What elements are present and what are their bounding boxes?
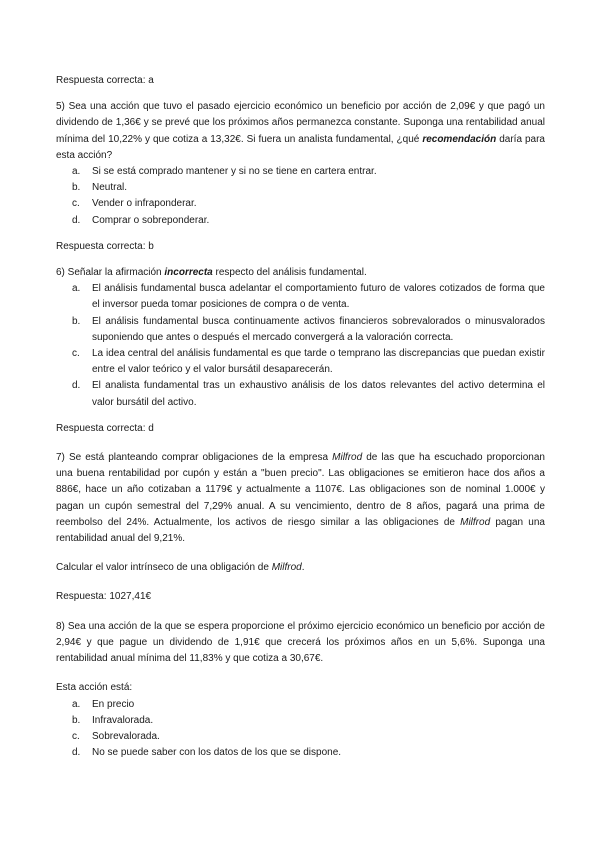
answer-q5: Respuesta correcta: b xyxy=(56,240,154,252)
option-q8-c: c. Sobrevalorada. xyxy=(72,730,160,742)
option-q8-a: a. En precio xyxy=(72,698,135,710)
options-q5 xyxy=(56,164,545,229)
options-q6 xyxy=(56,281,545,411)
question-7: 7) Se está planteando comprar obligaciones de la empresa Milfrod de las que ha escuchado proporcionan una buena rentabilidad por cupón y están a "buen precio". Las obligaciones se emitieron hace dos años a 886€, hace un año cotizaban a 1179€ y actualmente a 1107€. Las obligaciones son de nominal 1.000€ y pagan un cupón semestral del 7,29% anual. A su vencimiento, dentro de 8 años, pagará una prima de reembolso del 24%. Actualmente, los activos de riesgo similar a las obligaciones de Milfrod pagan una rentabilidad anual del 9,21%. xyxy=(56,452,545,545)
option-q5-a: a. Si se está comprado mantener y si no se tiene en cartera entrar. xyxy=(72,166,377,178)
calc-prompt-q7: Calcular el valor intrínseco de una obligación de Milfrod. xyxy=(56,562,305,574)
option-q6-c: c. La idea central del análisis fundamental es que tarde o temprano las discrepancias que puedan existir entre el valor teórico y el valor bursátil desaparecerán. xyxy=(72,348,545,376)
option-q6-d: d. El analista fundamental tras un exhaustivo análisis de los datos relevantes del activo determina el valor bursátil del activo. xyxy=(72,380,545,408)
prompt-q8: Esta acción está: xyxy=(56,682,133,694)
option-q8-b: b. Infravalorada. xyxy=(72,714,154,726)
question-5: 5) Sea una acción que tuvo el pasado ejercicio económico un beneficio por acción de 2,09€ y que pagó un dividendo de 1,36€ y se prevé que los próximos años permanezca constante. Suponga una rentabilidad anual mínima del 10,22% y que cotiza a 13,32€. Si fuera un analista fundamental, ¿qué recomendación daría para esta acción? xyxy=(56,101,545,161)
option-q6-b: b. El análisis fundamental busca continuamente activos financieros sobrevalorados o minusvalorados suponiendo que antes o después el mercado convergerá a la valoración correcta. xyxy=(72,315,545,343)
option-q5-d: d. Comprar o sobreponderar. xyxy=(72,214,210,226)
answer-q4: Respuesta correcta: a xyxy=(56,75,154,86)
option-q6-a: a. El análisis fundamental busca adelantar el comportamiento futuro de valores cotizados de forma que el inversor pueda tomar posiciones de compra o de venta. xyxy=(72,283,545,311)
question-8: 8) Sea una acción de la que se espera proporcione el próximo ejercicio económico un beneficio por acción de 2,94€ y que pague un dividendo de 1,91€ que crecerá los próximos años en un 5,6%. Suponga una rentabilidad anual mínima del 11,83% y que cotiza a 30,67€. xyxy=(56,620,545,665)
page-content xyxy=(56,73,545,761)
options-q8 xyxy=(56,697,545,762)
answer-q6: Respuesta correcta: d xyxy=(56,422,154,434)
answer-q7: Respuesta: 1027,41€ xyxy=(56,591,152,603)
question-6: 6) Señalar la afirmación incorrecta respecto del análisis fundamental. xyxy=(56,267,367,279)
option-q8-d: d. No se puede saber con los datos de los que se dispone. xyxy=(72,747,342,759)
option-q5-b: b. Neutral. xyxy=(72,182,128,194)
option-q5-c: c. Vender o infraponderar. xyxy=(72,198,197,210)
